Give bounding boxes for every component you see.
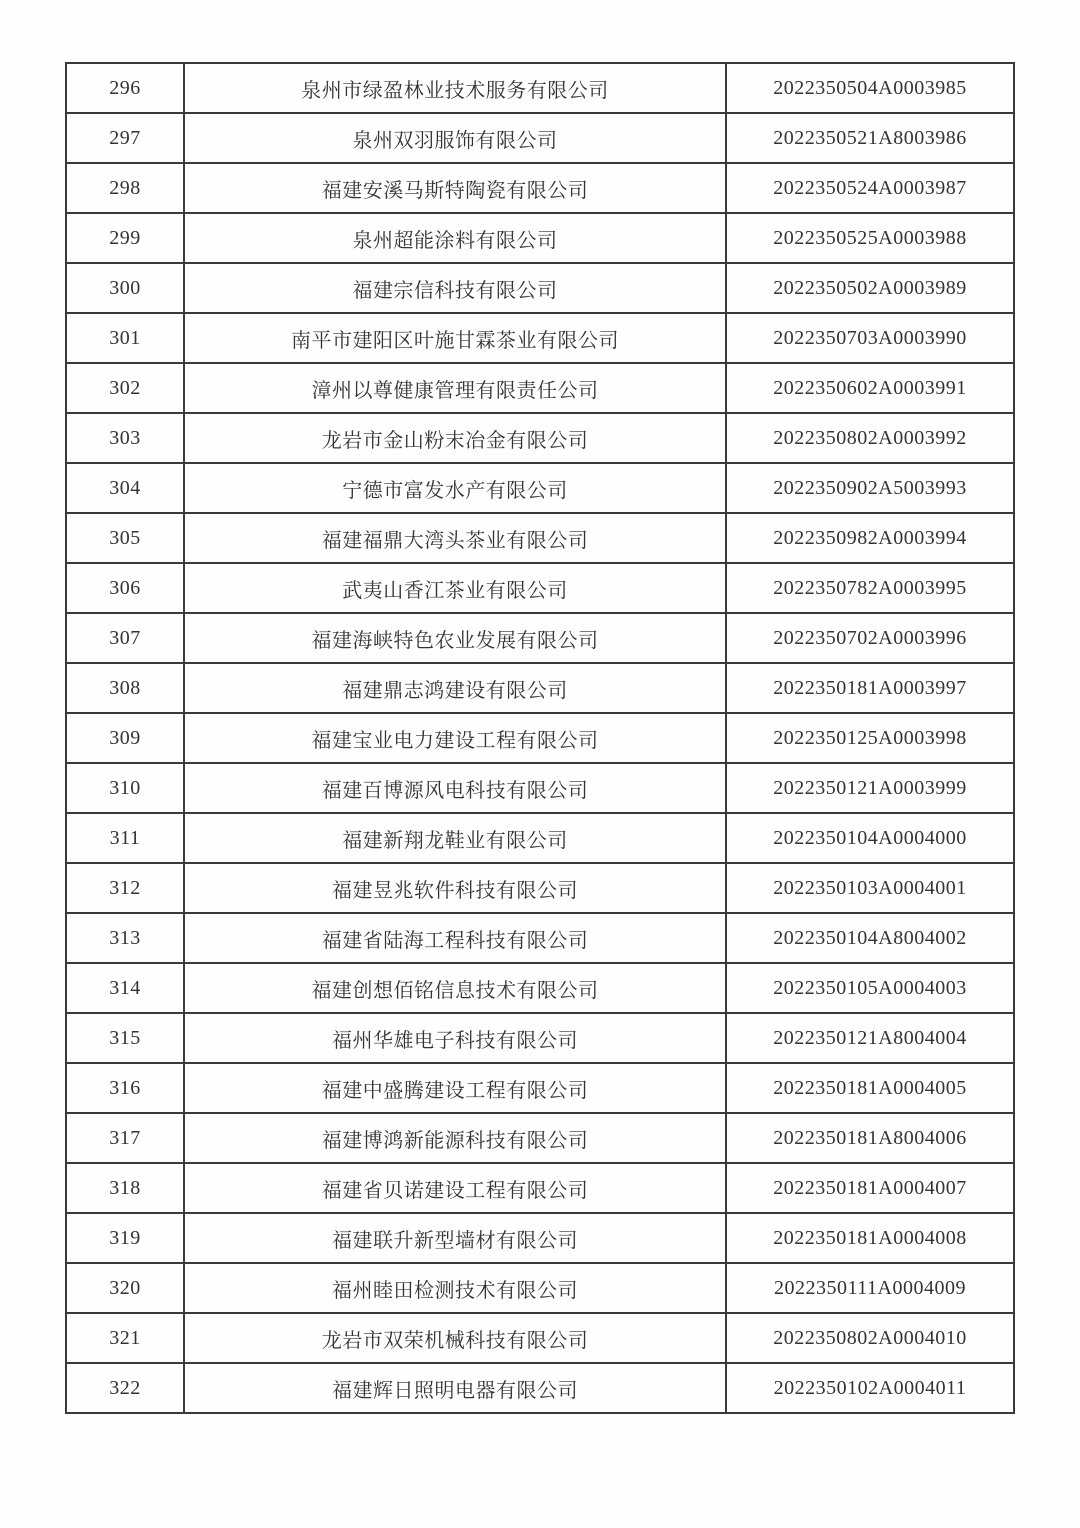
table-row — [66, 1213, 1014, 1263]
company-name-cell: 福建福鼎大湾头茶业有限公司 — [184, 513, 726, 563]
registration-code-cell: 2022350121A8004004 — [726, 1013, 1014, 1063]
company-name-cell: 福建宗信科技有限公司 — [184, 263, 726, 313]
row-number-cell: 300 — [66, 263, 184, 313]
row-number-cell: 304 — [66, 463, 184, 513]
row-number-cell: 302 — [66, 363, 184, 413]
table-row — [66, 63, 1014, 113]
table-row — [66, 1163, 1014, 1213]
company-name-cell: 福建鼎志鸿建设有限公司 — [184, 663, 726, 713]
company-name-cell: 福建新翔龙鞋业有限公司 — [184, 813, 726, 863]
company-name-cell: 龙岩市双荣机械科技有限公司 — [184, 1313, 726, 1363]
company-name-cell: 福建创想佰铭信息技术有限公司 — [184, 963, 726, 1013]
row-number-cell: 301 — [66, 313, 184, 363]
company-name-cell: 福建博鸿新能源科技有限公司 — [184, 1113, 726, 1163]
row-number-cell: 321 — [66, 1313, 184, 1363]
company-name-cell: 宁德市富发水产有限公司 — [184, 463, 726, 513]
company-name-cell: 福建百博源风电科技有限公司 — [184, 763, 726, 813]
row-number-cell: 308 — [66, 663, 184, 713]
registration-code-cell: 2022350703A0003990 — [726, 313, 1014, 363]
company-name-cell: 福建省贝诺建设工程有限公司 — [184, 1163, 726, 1213]
table-row — [66, 963, 1014, 1013]
company-name-cell: 福建宝业电力建设工程有限公司 — [184, 713, 726, 763]
company-name-cell: 福州华雄电子科技有限公司 — [184, 1013, 726, 1063]
row-number-cell: 297 — [66, 113, 184, 163]
table-row — [66, 763, 1014, 813]
registration-code-cell: 2022350502A0003989 — [726, 263, 1014, 313]
company-name-cell: 龙岩市金山粉末冶金有限公司 — [184, 413, 726, 463]
registration-code-cell: 2022350602A0003991 — [726, 363, 1014, 413]
table-row — [66, 1263, 1014, 1313]
table-row — [66, 1013, 1014, 1063]
row-number-cell: 310 — [66, 763, 184, 813]
company-name-cell: 福建省陆海工程科技有限公司 — [184, 913, 726, 963]
row-number-cell: 307 — [66, 613, 184, 663]
table-row — [66, 113, 1014, 163]
company-name-cell: 泉州双羽服饰有限公司 — [184, 113, 726, 163]
registration-code-cell: 2022350111A0004009 — [726, 1263, 1014, 1313]
table-row — [66, 513, 1014, 563]
registration-code-cell: 2022350702A0003996 — [726, 613, 1014, 663]
company-registry-table — [65, 62, 1015, 1414]
row-number-cell: 298 — [66, 163, 184, 213]
row-number-cell: 299 — [66, 213, 184, 263]
registration-code-cell: 2022350504A0003985 — [726, 63, 1014, 113]
row-number-cell: 316 — [66, 1063, 184, 1113]
company-name-cell: 福建联升新型墙材有限公司 — [184, 1213, 726, 1263]
row-number-cell: 313 — [66, 913, 184, 963]
company-name-cell: 福州睦田检测技术有限公司 — [184, 1263, 726, 1313]
table-row — [66, 863, 1014, 913]
registration-code-cell: 2022350102A0004011 — [726, 1363, 1014, 1413]
table-row — [66, 163, 1014, 213]
table-row — [66, 363, 1014, 413]
row-number-cell: 314 — [66, 963, 184, 1013]
row-number-cell: 312 — [66, 863, 184, 913]
table-row — [66, 1313, 1014, 1363]
company-name-cell: 福建辉日照明电器有限公司 — [184, 1363, 726, 1413]
table-row — [66, 1363, 1014, 1413]
table-row — [66, 313, 1014, 363]
row-number-cell: 305 — [66, 513, 184, 563]
registration-code-cell: 2022350181A0004005 — [726, 1063, 1014, 1113]
table-row — [66, 463, 1014, 513]
registration-code-cell: 2022350524A0003987 — [726, 163, 1014, 213]
company-name-cell: 福建昱兆软件科技有限公司 — [184, 863, 726, 913]
row-number-cell: 322 — [66, 1363, 184, 1413]
table-body — [66, 63, 1014, 1413]
registration-code-cell: 2022350105A0004003 — [726, 963, 1014, 1013]
company-name-cell: 南平市建阳区叶施甘霖茶业有限公司 — [184, 313, 726, 363]
row-number-cell: 311 — [66, 813, 184, 863]
registration-code-cell: 2022350181A8004006 — [726, 1113, 1014, 1163]
table-row — [66, 563, 1014, 613]
registration-code-cell: 2022350802A0004010 — [726, 1313, 1014, 1363]
registration-code-cell: 2022350103A0004001 — [726, 863, 1014, 913]
registration-code-cell: 2022350125A0003998 — [726, 713, 1014, 763]
registration-code-cell: 2022350121A0003999 — [726, 763, 1014, 813]
row-number-cell: 296 — [66, 63, 184, 113]
row-number-cell: 309 — [66, 713, 184, 763]
table-row — [66, 913, 1014, 963]
table-row — [66, 263, 1014, 313]
company-name-cell: 福建海峡特色农业发展有限公司 — [184, 613, 726, 663]
registration-code-cell: 2022350982A0003994 — [726, 513, 1014, 563]
company-name-cell: 泉州市绿盈林业技术服务有限公司 — [184, 63, 726, 113]
company-name-cell: 武夷山香江茶业有限公司 — [184, 563, 726, 613]
registration-code-cell: 2022350802A0003992 — [726, 413, 1014, 463]
table-row — [66, 813, 1014, 863]
row-number-cell: 320 — [66, 1263, 184, 1313]
registration-code-cell: 2022350181A0003997 — [726, 663, 1014, 713]
row-number-cell: 319 — [66, 1213, 184, 1263]
registration-code-cell: 2022350104A8004002 — [726, 913, 1014, 963]
table-row — [66, 1113, 1014, 1163]
row-number-cell: 315 — [66, 1013, 184, 1063]
company-name-cell: 泉州超能涂料有限公司 — [184, 213, 726, 263]
row-number-cell: 317 — [66, 1113, 184, 1163]
row-number-cell: 318 — [66, 1163, 184, 1213]
table-row — [66, 713, 1014, 763]
row-number-cell: 303 — [66, 413, 184, 463]
registration-code-cell: 2022350902A5003993 — [726, 463, 1014, 513]
registration-code-cell: 2022350521A8003986 — [726, 113, 1014, 163]
company-name-cell: 漳州以尊健康管理有限责任公司 — [184, 363, 726, 413]
table-row — [66, 1063, 1014, 1113]
table-row — [66, 663, 1014, 713]
registration-code-cell: 2022350525A0003988 — [726, 213, 1014, 263]
registration-code-cell: 2022350782A0003995 — [726, 563, 1014, 613]
table-row — [66, 613, 1014, 663]
table-row — [66, 213, 1014, 263]
company-name-cell: 福建中盛腾建设工程有限公司 — [184, 1063, 726, 1113]
table-row — [66, 413, 1014, 463]
registration-code-cell: 2022350181A0004008 — [726, 1213, 1014, 1263]
registration-code-cell: 2022350104A0004000 — [726, 813, 1014, 863]
registration-code-cell: 2022350181A0004007 — [726, 1163, 1014, 1213]
row-number-cell: 306 — [66, 563, 184, 613]
company-name-cell: 福建安溪马斯特陶瓷有限公司 — [184, 163, 726, 213]
